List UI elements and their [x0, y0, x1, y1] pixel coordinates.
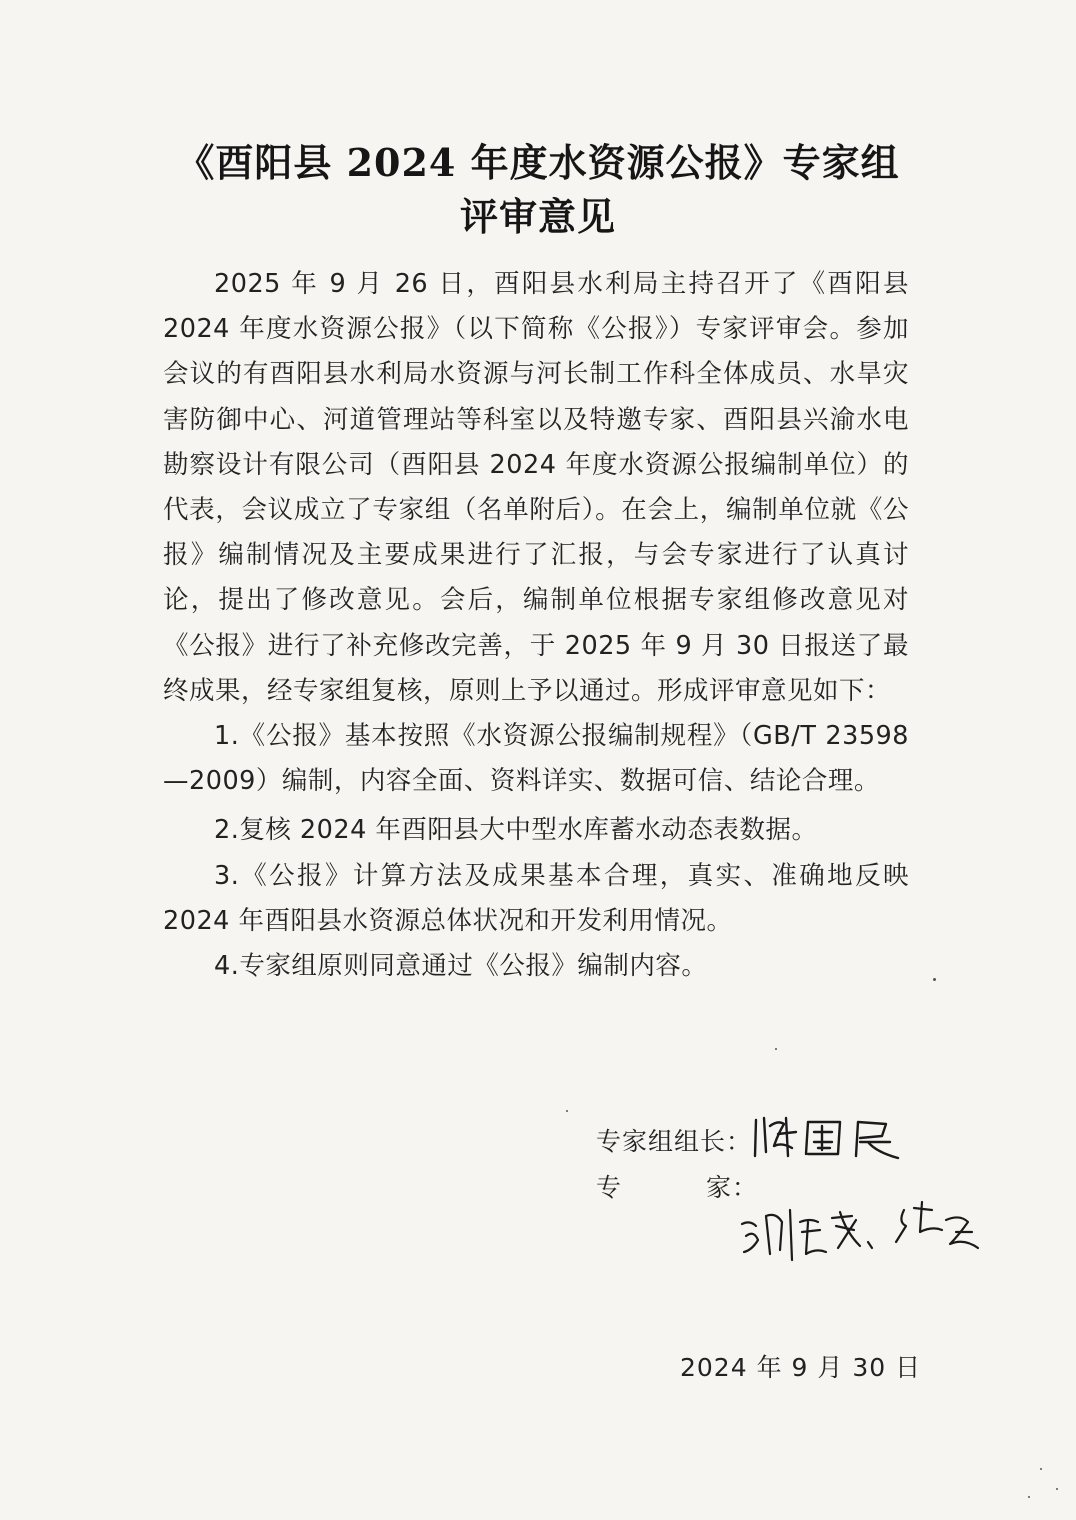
scan-speck [1056, 1488, 1058, 1490]
opinion-item-3: 3.《公报》计算方法及成果基本合理，真实、准确地反映 2024 年酉阳县水资源总体状况和开发利用情况。 [163, 860, 909, 936]
opinion-item-4: 4.专家组原则同意通过《公报》编制内容。 [214, 951, 708, 982]
expert-label-part-2: 家： [706, 1173, 759, 1202]
intro-paragraph: 2025 年 9 月 26 日，酉阳县水利局主持召开了《酉阳县 2024 年度水资源公报》（以下简称《公报》）专家评审会。参加会议的有酉阳县水利局水资源与河长制工作科全体成员、水旱灾害防御中心、河道管理站等科室以及特邀专家、酉阳县兴渝水电勘察设计有限公司（酉阳县 2024 年度水资源公报编制单位）的代表，会议成立了专家组（名单附后）。在会上，编制单位就《公报》编制情况及主要成果进行了汇报，与会专家进行了认真讨论，提出了修改意见。会后，编制单位根据专家组修改意见对《公报》进行了补充修改完善，于 2025 年 9 月 30 日报送了最终成果，经专家组复核，原则上予以通过。形成评审意见如下： [163, 269, 909, 706]
opinion-item-2: 2.复核 2024 年酉阳县大中型水库蓄水动态表数据。 [214, 815, 818, 846]
document-title-line-2: 评审意见 [459, 194, 616, 239]
document-date: 2024 年 9 月 30 日 [680, 1353, 922, 1382]
scan-speck [933, 978, 936, 981]
document-title-line-1: 《酉阳县 2024 年度水资源公报》专家组 [176, 140, 900, 185]
leader-signature [748, 1112, 918, 1164]
scan-speck [1028, 1496, 1030, 1498]
scan-speck [775, 1048, 777, 1050]
scan-speck [566, 1110, 568, 1112]
scan-speck [1040, 1468, 1042, 1470]
expert-signatures [736, 1192, 996, 1272]
opinion-item-1: 1.《公报》基本按照《水资源公报编制规程》（GB/T 23598—2009）编制，内容全面、资料详实、数据可信、结论合理。 [163, 721, 909, 797]
leader-label: 专家组组长： [596, 1127, 753, 1156]
document-body [163, 262, 909, 989]
expert-label-part-1: 专 [596, 1173, 623, 1202]
